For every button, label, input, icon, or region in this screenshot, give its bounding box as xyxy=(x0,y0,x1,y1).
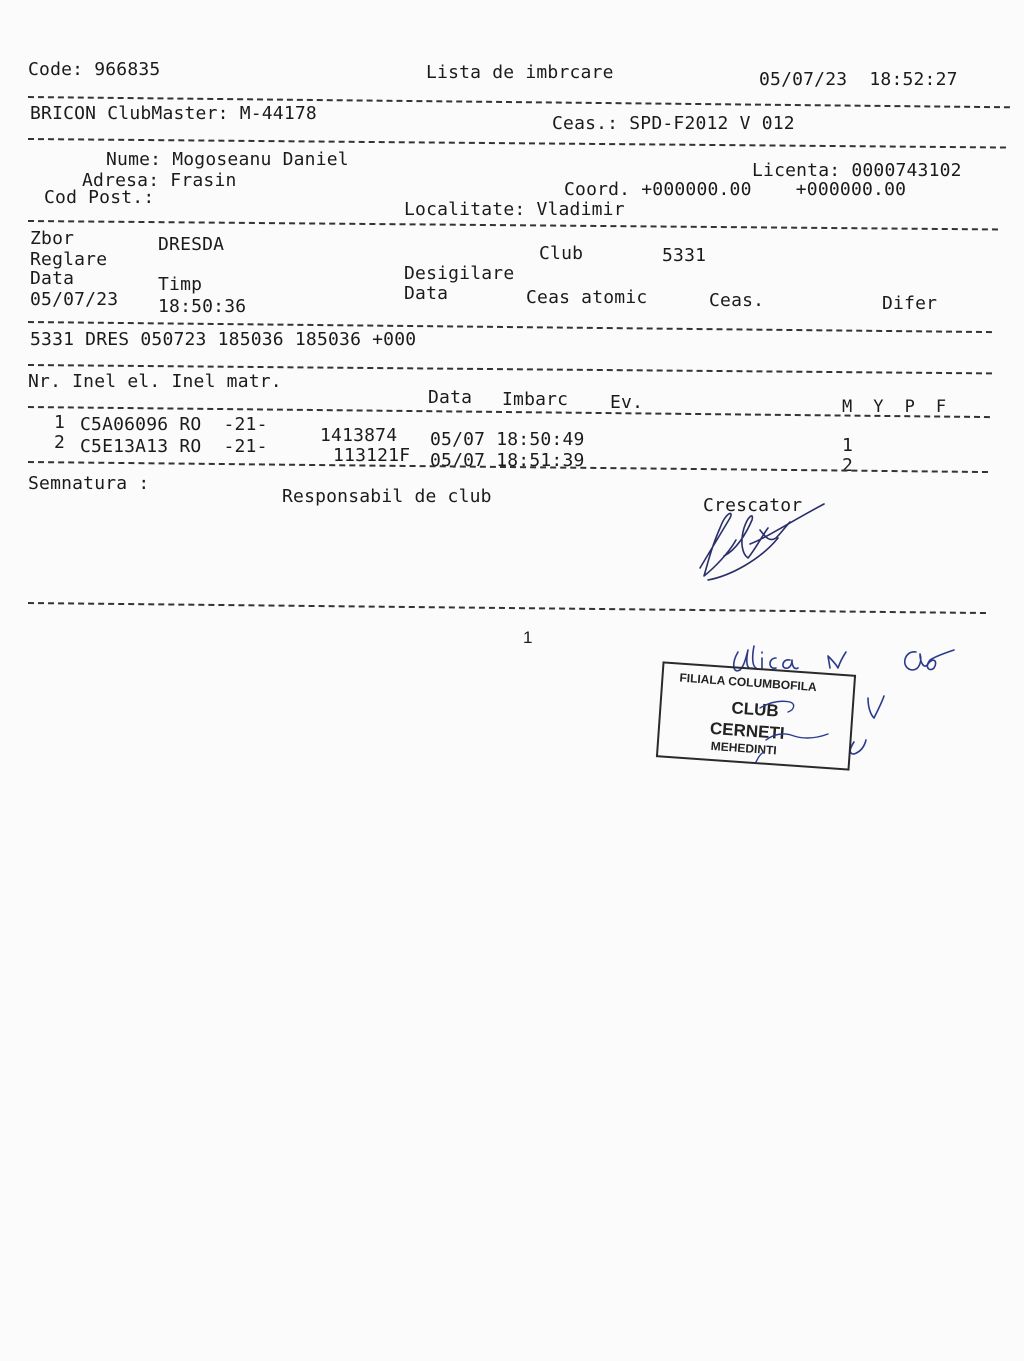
divider xyxy=(28,138,1006,149)
boarding-header: Imbarc xyxy=(502,389,569,410)
flight-time: 18:50:36 xyxy=(158,296,247,317)
coordinates: Coord. +000000.00 +000000.00 xyxy=(564,179,907,200)
difference-label: Difer xyxy=(882,293,938,314)
date-label: Data xyxy=(30,268,75,289)
desigilare-label: Desigilare xyxy=(404,263,515,284)
stamp-line-4: MEHEDINTI xyxy=(710,738,778,758)
owner-name: Nume: Mogoseanu Daniel xyxy=(106,149,349,170)
stamp-line-1: FILIALA COLUMBOFILA xyxy=(679,670,818,695)
stamp-signature xyxy=(700,688,840,768)
license-number: Licenta: 0000743102 xyxy=(752,160,962,181)
document-title: Lista de imbrcare xyxy=(426,62,614,83)
clock-model: Ceas.: SPD-F2012 V 012 xyxy=(552,113,795,134)
stamp-line-3: CERNETI xyxy=(709,718,786,744)
date-header: Data xyxy=(428,387,473,408)
time-label: Timp xyxy=(158,274,203,295)
divider xyxy=(28,220,998,230)
club-label: Club xyxy=(539,243,584,264)
row-number: 2 xyxy=(54,432,66,453)
m-value: 1 xyxy=(842,435,854,456)
ring-registration: 113121F xyxy=(333,445,411,466)
atomic-clock-label: Ceas atomic xyxy=(526,287,648,308)
mypf-header: M Y P F xyxy=(842,397,947,417)
breeder-label: Crescator xyxy=(703,495,803,516)
flight-value: DRESDA xyxy=(158,234,225,255)
print-datetime: 05/07/23 18:52:27 xyxy=(759,69,958,90)
m-value: 2 xyxy=(842,455,854,476)
reglare-label: Reglare xyxy=(30,249,108,270)
row-number: 1 xyxy=(54,412,66,433)
ring-electronic: C5E13A13 RO -21- xyxy=(80,436,268,457)
signature-label: Semnatura : xyxy=(28,473,150,494)
clubmaster-label: BRICON ClubMaster: M-44178 xyxy=(30,103,317,124)
flight-label: Zbor xyxy=(30,228,75,249)
breeder-signature xyxy=(690,495,830,584)
desigilare-date-label: Data xyxy=(404,283,449,304)
ring-header: Nr. Inel el. Inel matr. xyxy=(28,371,282,392)
stamp-line-2: CLUB xyxy=(730,698,780,721)
ring-electronic: C5A06096 RO -21- xyxy=(80,414,268,435)
code-line: 5331 DRES 050723 185036 185036 +000 xyxy=(30,329,417,350)
boarding-datetime: 05/07 18:50:49 xyxy=(430,429,585,450)
postal-code-label: Cod Post.: xyxy=(44,187,155,208)
flight-date: 05/07/23 xyxy=(30,289,119,310)
ring-registration: 1413874 xyxy=(320,425,398,446)
club-value: 5331 xyxy=(662,245,707,266)
boarding-datetime: 05/07 18:51:39 xyxy=(430,450,585,471)
clock-label: Ceas. xyxy=(709,290,765,311)
club-responsible-label: Responsabil de club xyxy=(282,486,492,507)
page-number: 1 xyxy=(523,628,533,647)
divider xyxy=(28,602,986,614)
event-header: Ev. xyxy=(610,392,644,413)
owner-address: Adresa: Frasin xyxy=(82,170,237,191)
locality: Localitate: Vladimir xyxy=(404,199,625,220)
code-label: Code: 966835 xyxy=(28,59,161,80)
